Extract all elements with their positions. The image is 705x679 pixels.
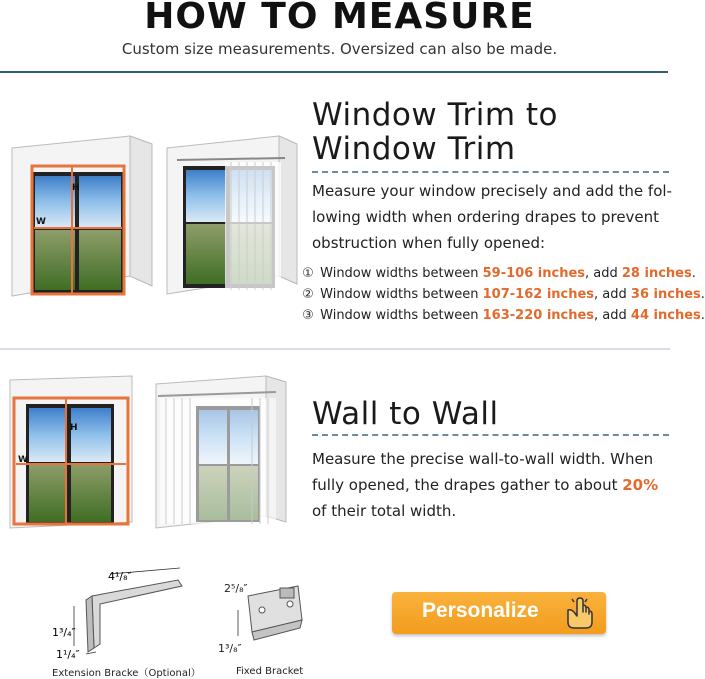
personalize-button[interactable]	[392, 592, 606, 634]
window-trim-curtain-diagram	[167, 136, 297, 294]
option-text: Window widths between	[320, 266, 483, 281]
section2-para-line3: of their total width.	[312, 502, 457, 520]
fixed-height-dim: 1³/₈″	[218, 642, 242, 655]
width-label: W	[36, 217, 46, 227]
option-text: , add	[594, 308, 631, 323]
page-subtitle: Custom size measurements. Oversized can also be made.	[121, 40, 558, 58]
option-text: , add	[585, 266, 622, 281]
section2-para-text: fully opened, the drapes gather to about	[312, 476, 623, 494]
fixed-bracket-drawing	[218, 580, 318, 660]
wall-to-wall-diagram	[10, 376, 132, 528]
section1-heading-line1: Window Trim to	[312, 97, 558, 133]
option-row	[300, 305, 705, 326]
option-number: ③	[302, 308, 314, 323]
wall-to-wall-illustrations	[10, 376, 300, 531]
window-trim-illustrations	[12, 136, 297, 306]
option-text: Window widths between	[320, 287, 483, 302]
option-range: 163-220 inches	[482, 308, 595, 323]
wall-to-wall-curtain-diagram	[156, 376, 286, 528]
option-range: 59-106 inches	[482, 266, 585, 281]
section2-percentage: 20%	[622, 476, 659, 494]
section1-heading-line2: Window Trim	[312, 131, 516, 167]
section2-heading: Wall to Wall	[312, 396, 499, 432]
option-text: .	[700, 287, 705, 302]
pointing-hand-icon	[560, 596, 598, 630]
extension-bracket-drawing	[50, 566, 200, 661]
option-row	[300, 263, 705, 284]
extension-height-dim: 1³/₄″	[52, 626, 76, 639]
section1-dashed-divider	[312, 171, 669, 173]
section1-para-line1: Measure your window precisely and add the fol-	[312, 182, 672, 200]
page-title: HOW TO MEASURE	[144, 0, 535, 37]
height-label: H	[70, 423, 78, 433]
section2-para-line1: Measure the precise wall-to-wall width. When	[312, 450, 654, 468]
section2-paragraph	[312, 446, 658, 524]
section-divider	[0, 348, 670, 350]
section1-para-line3: obstruction when fully opened:	[312, 234, 546, 252]
section2-para-line2	[312, 472, 658, 498]
extension-length-dim: 4¹/₈″	[108, 570, 132, 583]
window-trim-diagram	[12, 136, 152, 296]
option-add: 28 inches	[621, 266, 692, 281]
extension-bracket-caption: Extension Bracke（Optional）	[52, 668, 201, 679]
option-number: ②	[302, 287, 314, 302]
option-text: Window widths between	[320, 308, 483, 323]
extension-depth-dim: 1¹/₄″	[56, 648, 80, 661]
section1-options-list	[300, 263, 705, 326]
option-text: , add	[594, 287, 631, 302]
personalize-label: Personalize	[422, 599, 539, 622]
option-add: 36 inches	[630, 287, 701, 302]
header-divider	[0, 71, 668, 73]
option-text: .	[691, 266, 696, 281]
option-row	[300, 284, 705, 305]
section2-dashed-divider	[312, 434, 669, 436]
option-range: 107-162 inches	[482, 287, 595, 302]
height-label: H	[72, 183, 80, 193]
fixed-width-dim: 2⁵/₈″	[224, 582, 248, 595]
option-add: 44 inches	[630, 308, 701, 323]
fixed-bracket-caption: Fixed Bracket	[236, 666, 304, 677]
option-number: ①	[302, 266, 314, 281]
section1-para-line2: lowing width when ordering drapes to prevent	[312, 208, 660, 226]
option-text: .	[700, 308, 705, 323]
section1-paragraph	[312, 178, 672, 256]
width-label: W	[18, 455, 28, 465]
